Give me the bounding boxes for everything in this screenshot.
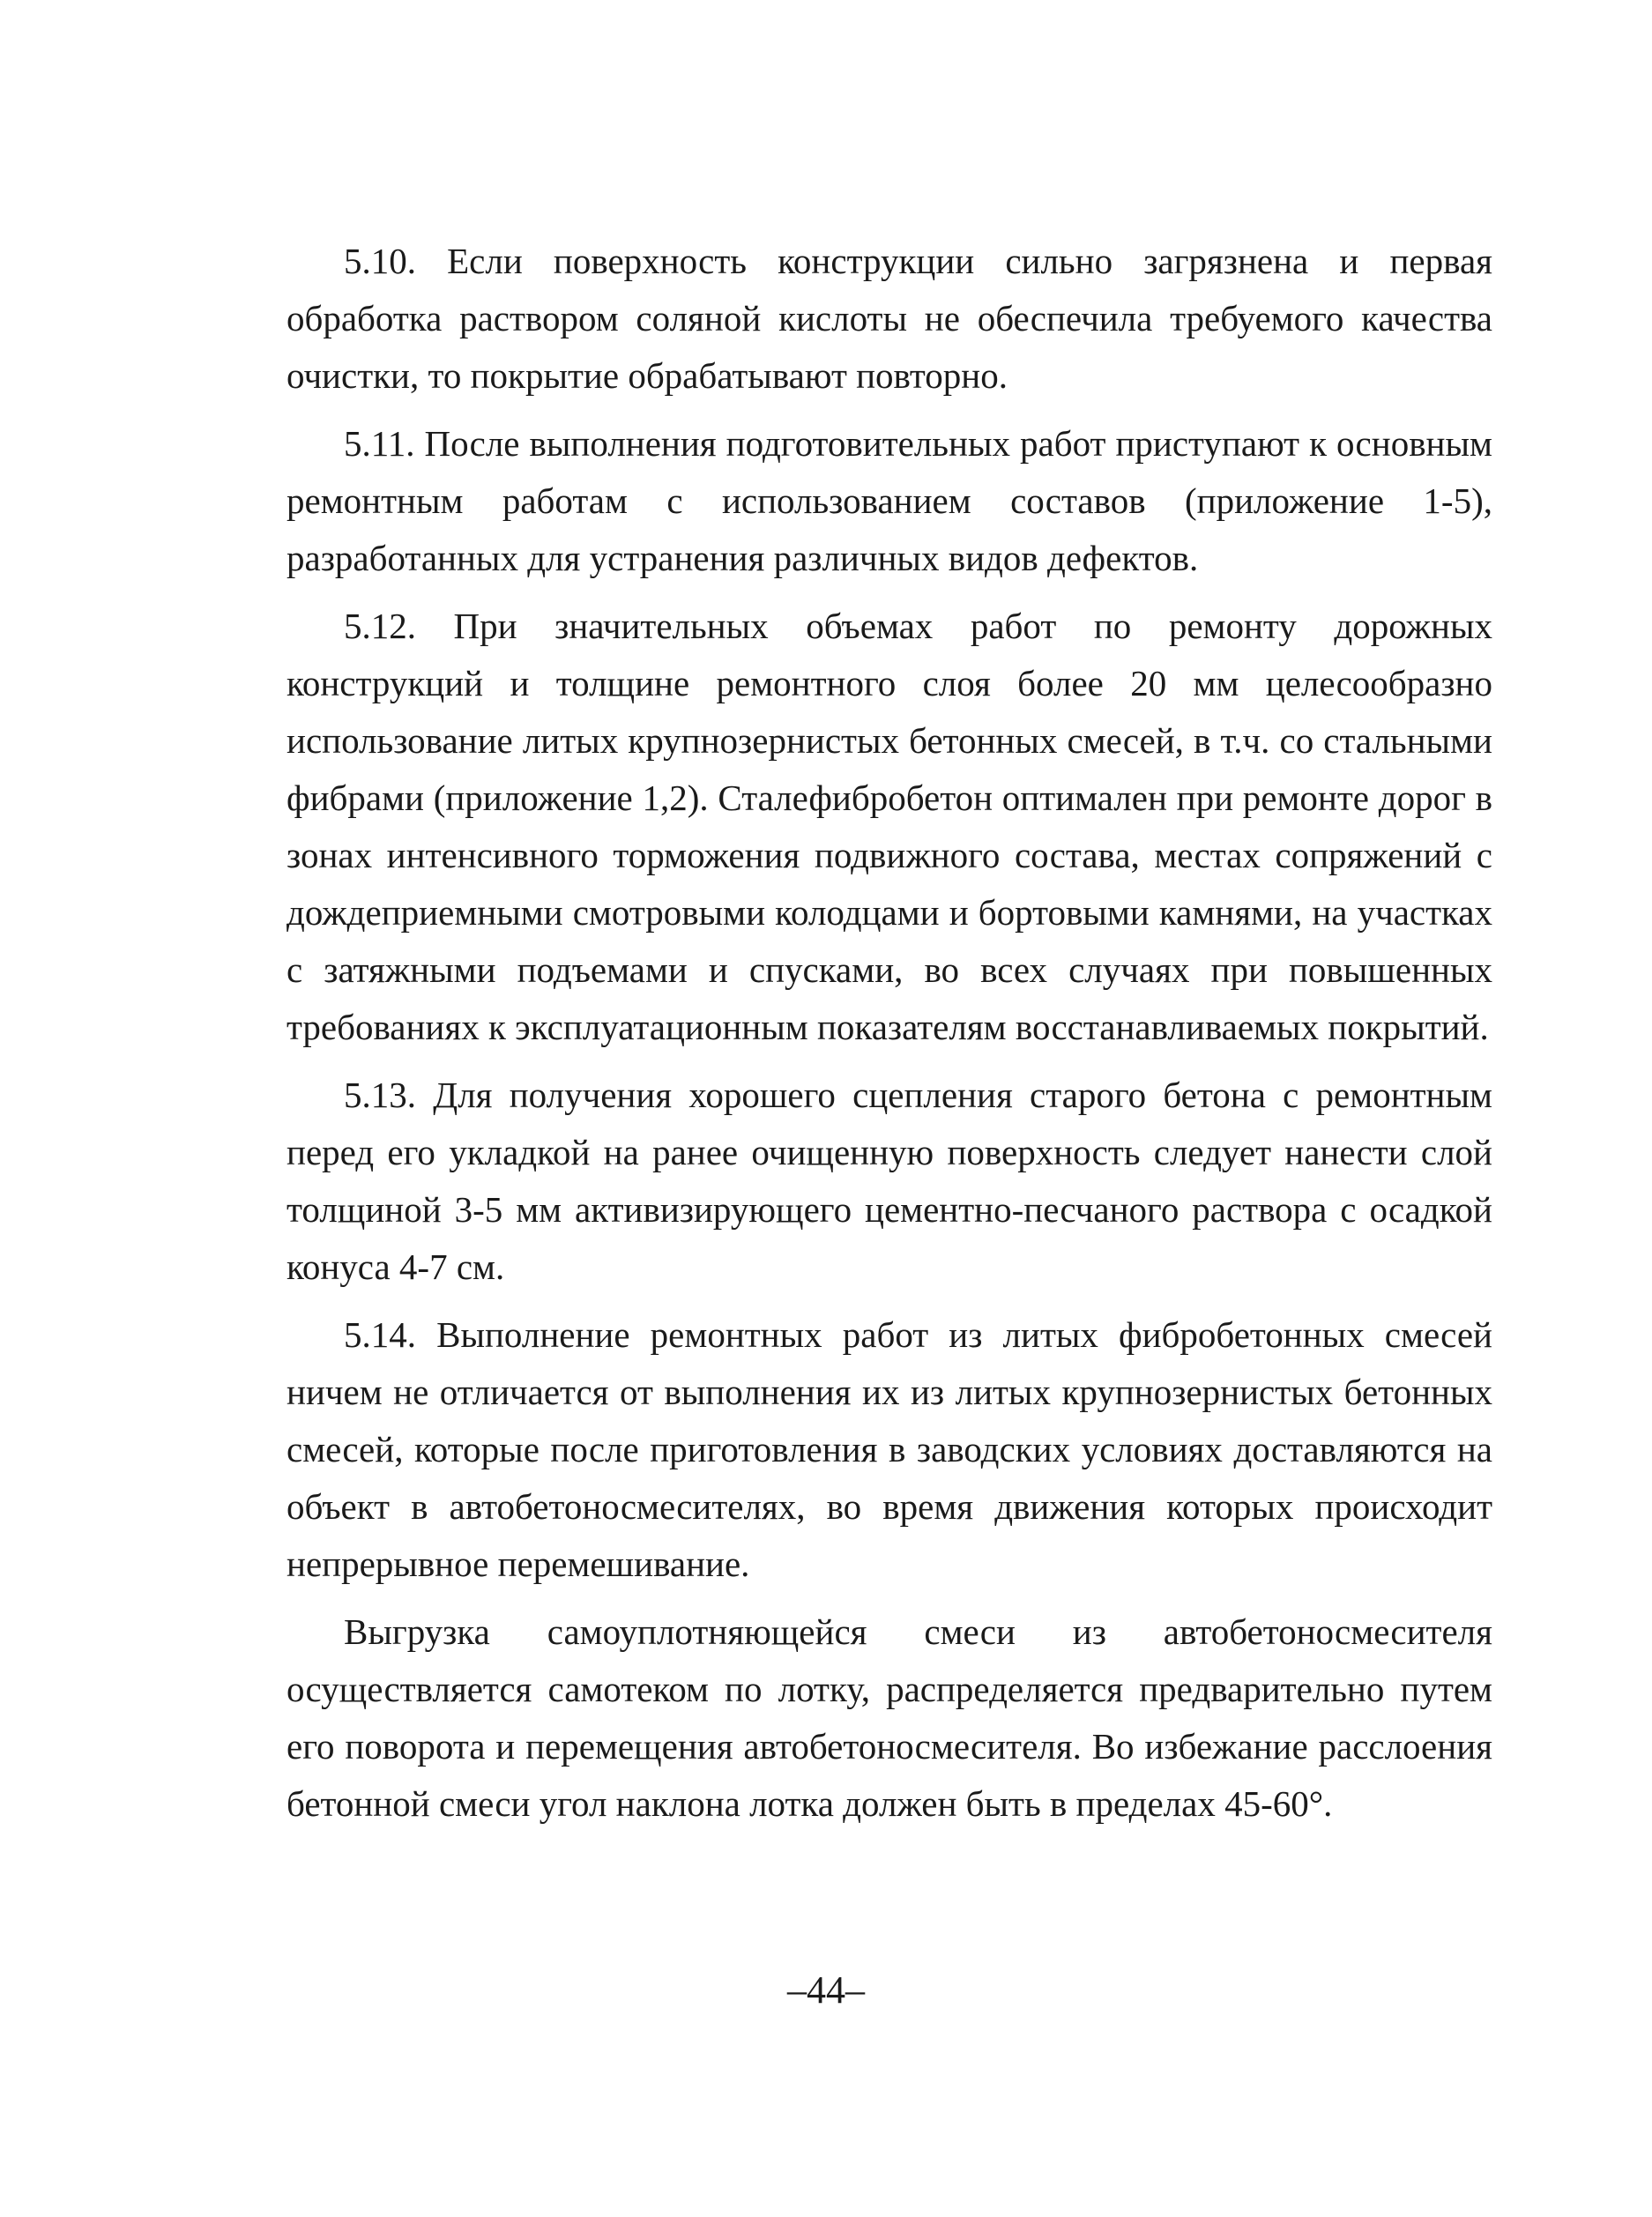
paragraph-5-10: 5.10. Если поверхность конструкции сильно загрязнена и первая обработка раствором соляной кислоты не обеспечила требуемого качества очистки, то покрытие обрабатывают повторно. — [286, 241, 1492, 396]
paragraph-5-12: 5.12. При значительных объемах работ по ремонту дорожных конструкций и толщине ремонтного слоя более 20 мм целесообразно использование литых крупнозернистых бетонных смесей, в т.ч. со стальными фибрами (приложение 1,2). Сталефибробетон оптимален при ремонте дорог в зонах интенсивного торможения подвижного состава, местах сопряжений с дождеприемными смотровыми колодцами и бортовыми камнями, на участках с затяжными подъемами и спусками, во всех случаях при повышенных требованиях к эксплуатационным показателям восстанавливаемых покрытий. — [286, 606, 1492, 1047]
body-text — [286, 233, 1492, 1833]
paragraph-5-13: 5.13. Для получения хорошего сцепления старого бетона с ремонтным перед его укладкой на ранее очищенную поверхность следует нанести слой толщиной 3-5 мм активизирующего цементно-песчаного раствора с осадкой конуса 4-7 см. — [286, 1075, 1492, 1287]
paragraph-5-11: 5.11. После выполнения подготовительных работ приступают к основным ремонтным работам с использованием составов (приложение 1-5), разработанных для устранения различных видов дефектов. — [286, 423, 1492, 578]
paragraph-unloading: Выгрузка самоуплотняющейся смеси из автобетоносмесителя осуществляется самотеком по лотку, распределяется предварительно путем его поворота и перемещения автобетоносмесителя. Во избежание расслоения бетонной смеси угол наклона лотка должен быть в пределах 45-60°. — [286, 1611, 1492, 1824]
page-number: –44– — [787, 1968, 865, 2012]
paragraph-5-14: 5.14. Выполнение ремонтных работ из литых фибробетонных смесей ничем не отличается от выполнения их из литых крупнозернистых бетонных смесей, которые после приготовления в заводских условиях доставляются на объект в автобетоносмесителях, во время движения которых происходит непрерывное перемешивание. — [286, 1314, 1492, 1584]
